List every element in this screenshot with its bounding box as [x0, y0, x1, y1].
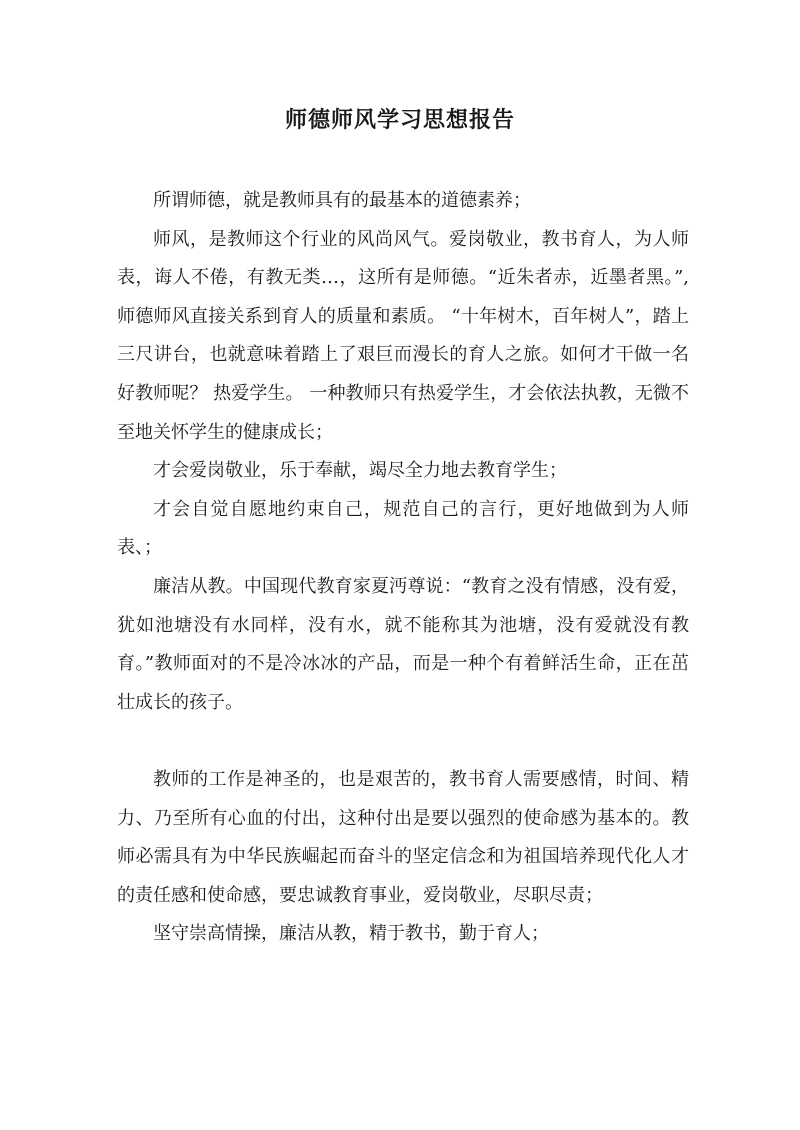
paragraph-teacher-work: 教师的工作是神圣的，也是艰苦的，教书育人需要感情，时间、精力、乃至所有心血的付出，这种付出是要以强烈的使命感为基本的。教师必需具有为中华民族崛起而奋斗的坚定信念和为祖国培养现代化人才的责任感和使命感，要忠诚教育事业，爱岗敬业，尽职尽责；: [117, 768, 689, 906]
paragraph-spacer: [117, 722, 689, 761]
document-body: [117, 182, 689, 954]
paragraph-definition: 所谓师德，就是教师具有的最基本的道德素养；: [153, 190, 531, 211]
paragraph-noble-sentiment: 坚守崇高情操，廉洁从教，精于教书，勤于育人；: [153, 923, 549, 945]
paragraph-integrity: 廉洁从教。中国现代教育家夏沔尊说：“教育之没有情感，没有爱，犹如池塘没有水同样，没有水，就不能称其为池塘，没有爱就没有教育。”教师面对的不是冷冰冰的产品，而是一种个有着鲜活生命，正在茁壮成长的孩子。: [117, 575, 689, 713]
document-title: 师德师风学习思想报告: [284, 107, 515, 133]
paragraph-self-discipline: 才会自觉自愿地约束自己，规范自己的言行，更好地做到为人师表、；: [117, 498, 689, 559]
paragraph-teacher-style: 师风，是教师这个行业的风尚风气。爱岗敬业，教书育人，为人师表，诲人不倦，有教无类…，这所有是师德。“近朱者赤，近墨者黑。”,师德师风直接关系到育人的质量和素质。 “十年树木，百年树人”，踏上三尺讲台，也就意味着踏上了艰巨而漫长的育人之旅。如何才干做一名好教师呢？ 热爱学生。 一种教师只有热爱学生，才会依法执教，无微不至地关怀学生的健康成长；: [117, 228, 689, 443]
paragraph-dedication: 才会爱岗敬业，乐于奉献，竭尽全力地去教育学生；: [153, 460, 567, 482]
